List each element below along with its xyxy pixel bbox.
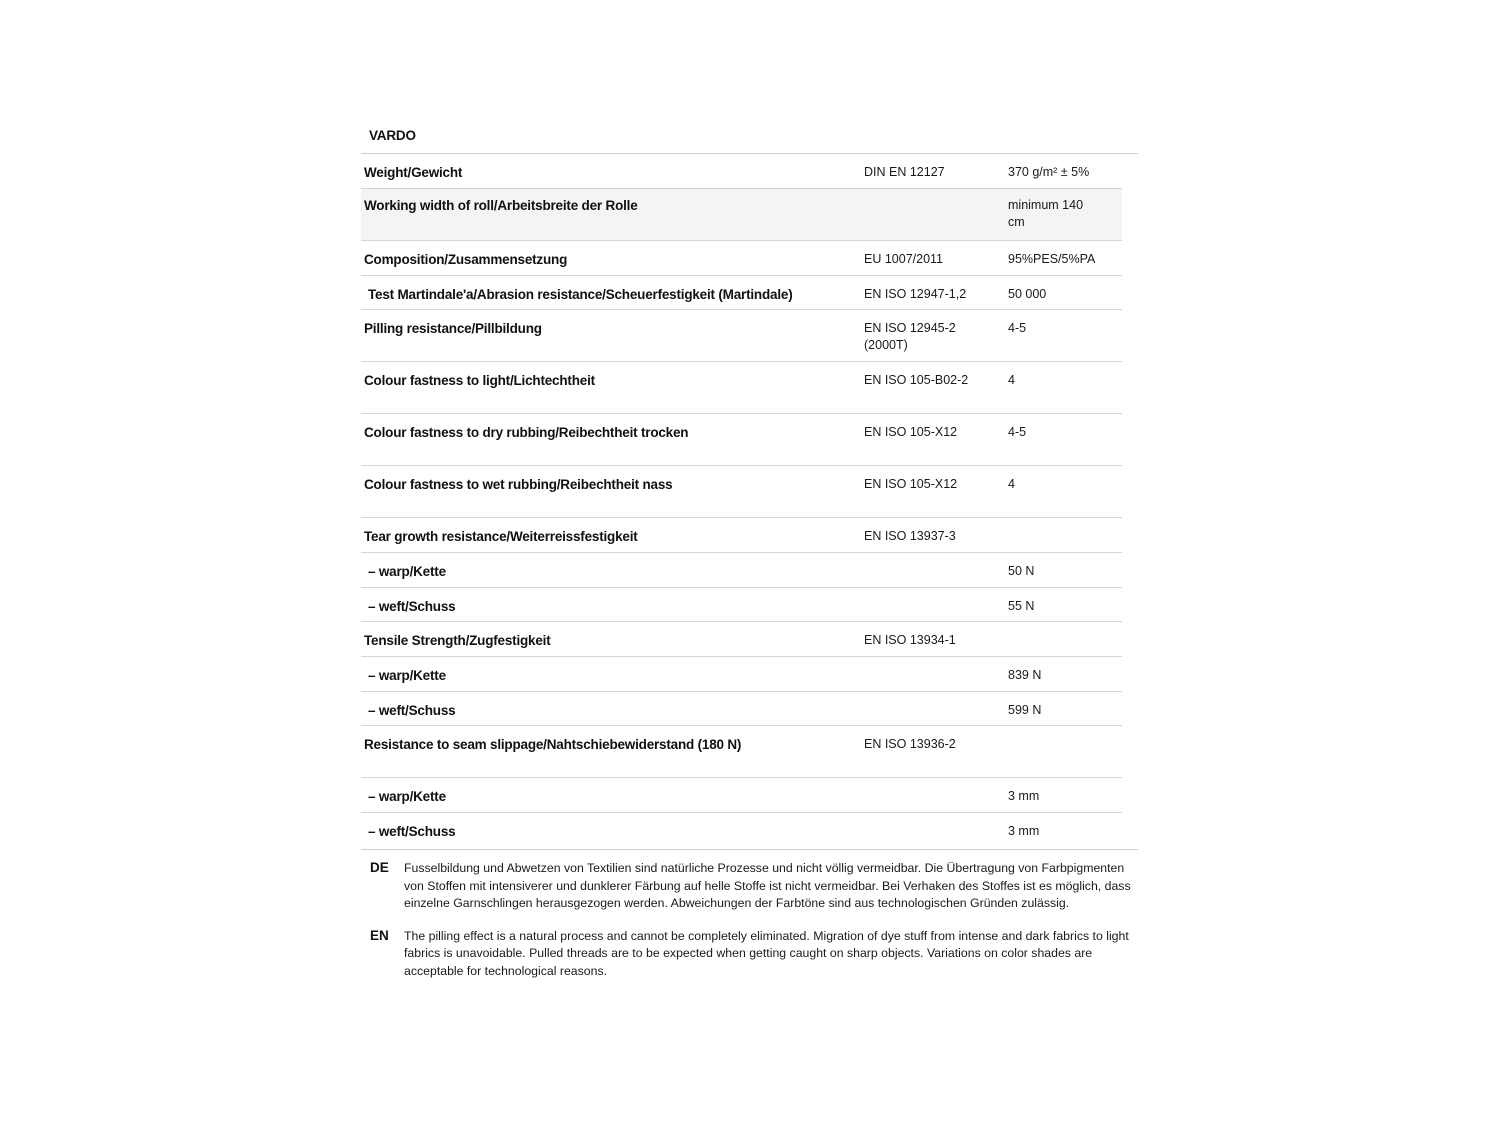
- row-value: 4-5: [1008, 321, 1027, 335]
- row-standard: EN ISO 105-X12: [864, 477, 958, 491]
- row-label: – weft/Schuss: [368, 599, 456, 614]
- table-row: [361, 518, 1122, 553]
- row-standard: EN ISO 13937-3: [864, 529, 956, 543]
- row-label: Colour fastness to light/Lichtechtheit: [364, 373, 595, 388]
- product-title: VARDO: [369, 128, 416, 143]
- note-lang-label: EN: [370, 927, 389, 943]
- row-value: 55 N: [1008, 599, 1035, 613]
- row-value: 4: [1008, 477, 1015, 491]
- row-label: Colour fastness to dry rubbing/Reibechtheit trocken: [364, 425, 689, 440]
- row-standard: EN ISO 13934-1: [864, 633, 956, 647]
- title-row: [361, 118, 1138, 154]
- row-label: Working width of roll/Arbeitsbreite der Rolle: [364, 198, 638, 213]
- table-row: [361, 813, 1122, 849]
- row-label: Test Martindale'a/Abrasion resistance/Scheuerfestigkeit (Martindale): [368, 287, 793, 302]
- row-value: 95%PES/5%PA: [1008, 252, 1096, 266]
- note-lang-label: DE: [370, 860, 389, 875]
- row-label: Colour fastness to wet rubbing/Reibechtheit nass: [364, 477, 673, 492]
- row-value: 3 mm: [1008, 789, 1040, 803]
- row-value: 370 g/m² ± 5%: [1008, 165, 1090, 179]
- row-standard: DIN EN 12127: [864, 165, 945, 179]
- row-label: Resistance to seam slippage/Nahtschiebewiderstand (180 N): [364, 737, 742, 752]
- row-value: minimum 140 cm: [1008, 198, 1084, 229]
- row-value: 3 mm: [1008, 824, 1040, 838]
- table-row: [361, 414, 1122, 466]
- row-label: – warp/Kette: [368, 668, 446, 683]
- table-row: [361, 241, 1122, 276]
- table-row: [361, 310, 1122, 362]
- row-label: Weight/Gewicht: [364, 165, 463, 180]
- table-row: [361, 778, 1122, 813]
- row-value: 839 N: [1008, 668, 1042, 682]
- table-row: [361, 657, 1122, 692]
- row-standard: EN ISO 13936-2: [864, 737, 956, 751]
- table-row: [361, 154, 1122, 189]
- row-standard: EN ISO 105-B02-2: [864, 373, 969, 387]
- row-label: – weft/Schuss: [368, 824, 456, 839]
- row-standard: EU 1007/2011: [864, 252, 943, 266]
- row-value: 4: [1008, 373, 1015, 387]
- row-standard: EN ISO 12945-2 (2000T): [864, 321, 956, 352]
- row-label: Tensile Strength/Zugfestigkeit: [364, 633, 551, 648]
- row-standard: EN ISO 105-X12: [864, 425, 958, 439]
- row-label: – warp/Kette: [368, 789, 446, 804]
- row-standard: EN ISO 12947-1,2: [864, 287, 967, 301]
- row-label: – warp/Kette: [368, 564, 446, 579]
- row-label: Composition/Zusammensetzung: [364, 252, 568, 267]
- row-label: – weft/Schuss: [368, 703, 456, 718]
- table-row: [361, 692, 1122, 726]
- note-text: Fusselbildung und Abwetzen von Textilien sind natürliche Prozesse und nicht völlig vermeidbar. Die Übertragung von Farbpigmenten von Stoffen mit intensiverer und dunklerer Färbung auf helle Stoffe ist nicht vermeidbar. Bei Verhaken des Stoffes ist es möglich, dass einzelne Garnschlingen herausgezogen werden. Abweichungen der Farbtöne sind aus technologischen Gründen zulässig.: [404, 861, 1131, 910]
- row-value: 4-5: [1008, 425, 1027, 439]
- spec-sheet: [361, 118, 1138, 980]
- note-text: The pilling effect is a natural process and cannot be completely eliminated. Migration of dye stuff from intense and dark fabrics to light fabrics is unavoidable. Pulled threads are to be expected when getting caught on sharp objects. Variations on color shades are acceptable for technological reasons.: [404, 928, 1129, 978]
- note-de: [361, 860, 1138, 913]
- row-value: 50 000: [1008, 287, 1047, 301]
- row-value: 599 N: [1008, 703, 1042, 717]
- table-row: [361, 588, 1122, 622]
- note-en: [361, 928, 1138, 981]
- table-row: [361, 189, 1122, 241]
- spec-table: [361, 154, 1122, 849]
- table-row: [361, 276, 1122, 310]
- row-label: Tear growth resistance/Weiterreissfestigkeit: [364, 529, 638, 544]
- table-row: [361, 466, 1122, 518]
- row-label: Pilling resistance/Pillbildung: [364, 321, 542, 336]
- table-row: [361, 362, 1122, 414]
- table-bottom-divider: [361, 849, 1138, 850]
- row-value: 50 N: [1008, 564, 1035, 578]
- table-row: [361, 726, 1122, 778]
- table-row: [361, 622, 1122, 657]
- table-row: [361, 553, 1122, 588]
- notes-section: [361, 860, 1138, 980]
